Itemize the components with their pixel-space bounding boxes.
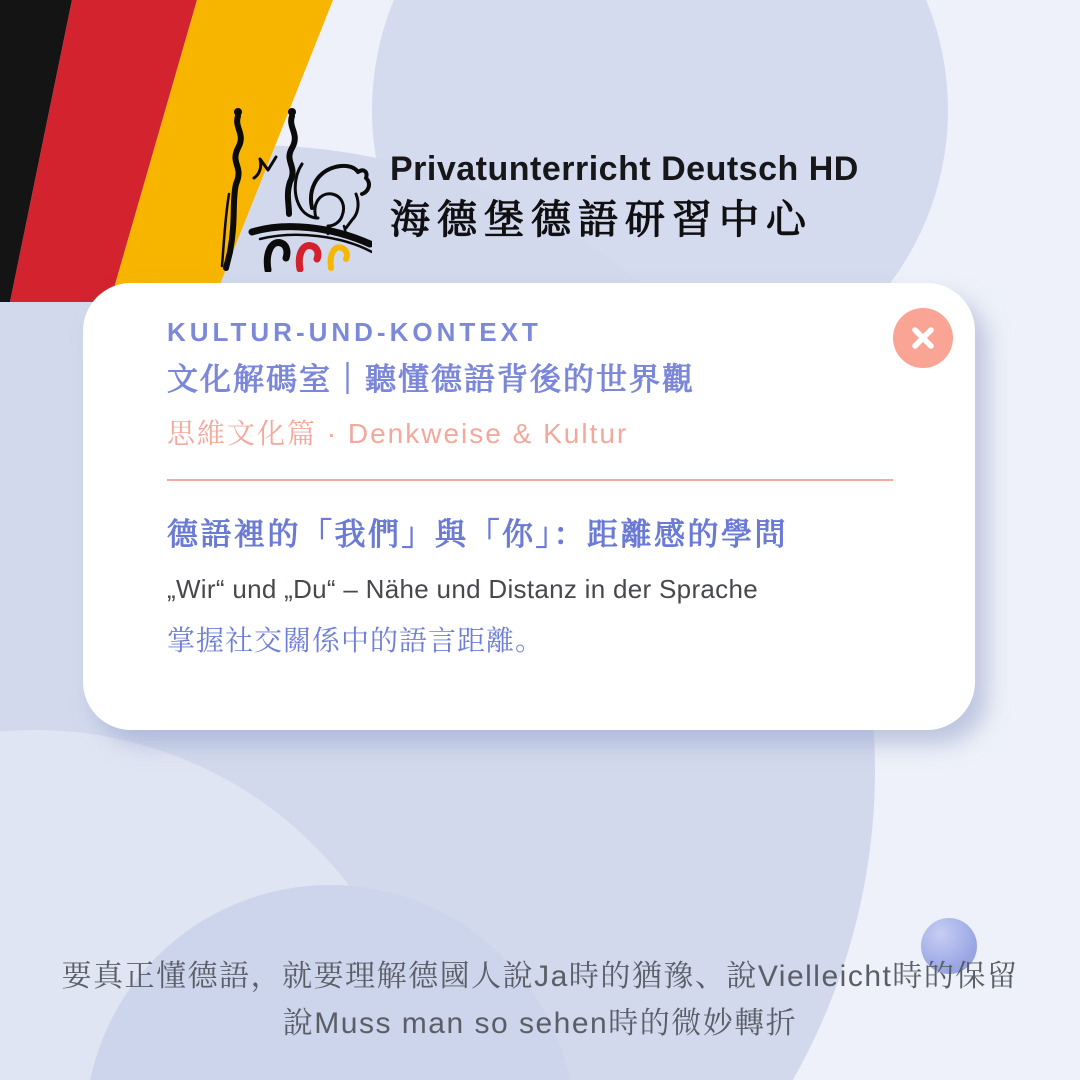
topic-title-german: „Wir“ und „Du“ – Nähe und Distanz in der Sprache xyxy=(167,574,758,605)
brand-name-chinese: 海德堡德語研習中心 xyxy=(390,198,813,242)
footer-caption xyxy=(0,953,1080,1047)
topic-summary-chinese: 掌握社交關係中的語言距離。 xyxy=(167,624,545,656)
card-series-label: 思維文化篇 · Denkweise & Kultur xyxy=(167,417,629,449)
card-heading-chinese: 文化解碼室｜聽懂德語背後的世界觀 xyxy=(167,362,695,397)
footer-line-1: 要真正懂德語，就要理解德國人說Ja時的猶豫、說Vielleicht時的保留 xyxy=(61,960,1019,993)
footer-line-2: 說Muss man so sehen時的微妙轉折 xyxy=(282,1007,798,1040)
card-divider xyxy=(167,479,893,481)
logo-illustration xyxy=(212,102,372,272)
content-card xyxy=(83,283,975,730)
card-eyebrow: KULTUR-UND-KONTEXT xyxy=(167,317,542,347)
brand-name-german: Privatunterricht Deutsch HD xyxy=(390,150,859,188)
close-button[interactable] xyxy=(893,308,953,368)
close-icon xyxy=(910,325,936,351)
brand-block xyxy=(390,152,859,240)
topic-title-chinese: 德語裡的「我們」與「你」：距離感的學問 xyxy=(167,516,788,552)
